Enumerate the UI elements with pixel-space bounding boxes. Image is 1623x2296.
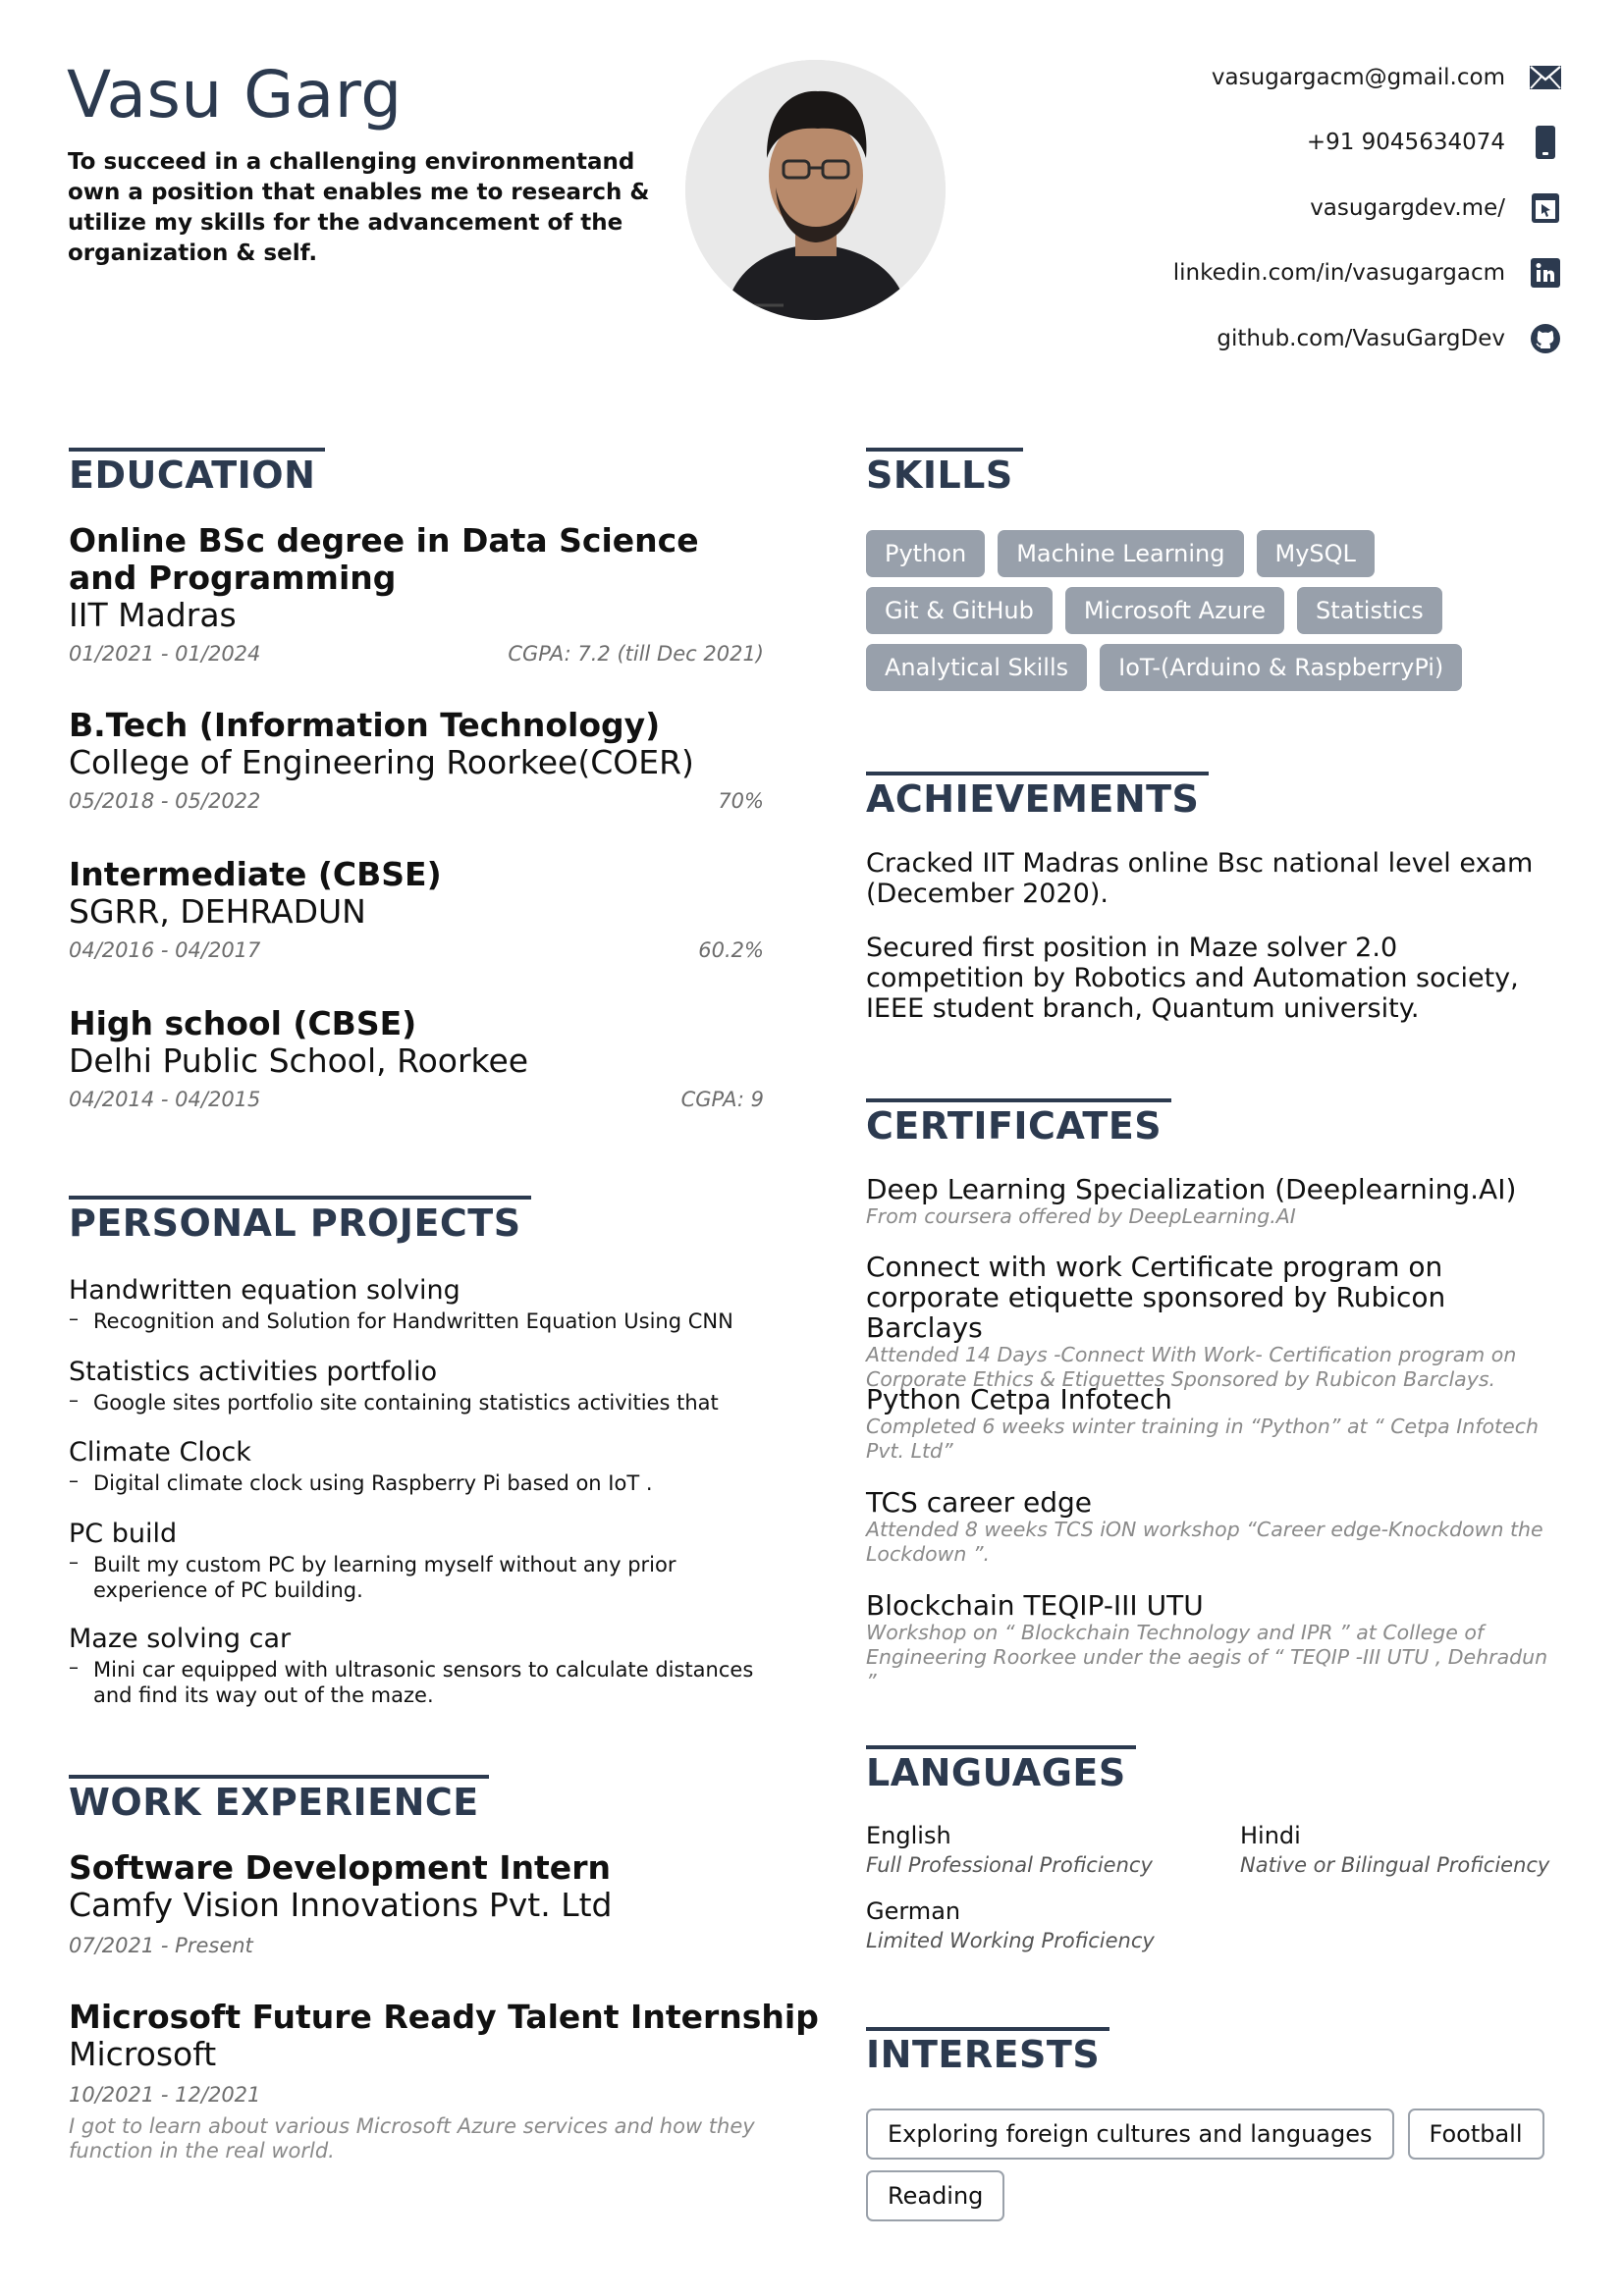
work-role: Microsoft Future Ready Talent Internship xyxy=(69,1998,819,2036)
phone-text[interactable]: +91 9045634074 xyxy=(1306,130,1505,155)
skills-list xyxy=(866,530,1573,701)
education-heading: EDUCATION xyxy=(69,448,325,496)
project-description: – Recognition and Solution for Handwritten Equation Using CNN xyxy=(69,1308,776,1334)
project-title: Statistics activities portfolio xyxy=(69,1357,438,1387)
school-name: Delhi Public School, Roorkee xyxy=(69,1041,529,1080)
achievement-item: Cracked IIT Madras online Bsc national level exam (December 2020). xyxy=(866,848,1534,909)
skill-tag: Microsoft Azure xyxy=(1065,587,1284,634)
work-role: Software Development Intern xyxy=(69,1848,611,1887)
achievements-heading: ACHIEVEMENTS xyxy=(866,772,1209,820)
education-score: 70% xyxy=(718,789,764,813)
projects-heading: PERSONAL PROJECTS xyxy=(69,1196,531,1244)
github-icon xyxy=(1529,322,1562,355)
project-title: Handwritten equation solving xyxy=(69,1275,460,1306)
project-description: – Mini car equipped with ultrasonic sensors to calculate distances and find its way out of the maze. xyxy=(69,1657,776,1708)
work-organization: Microsoft xyxy=(69,2035,217,2073)
education-item xyxy=(69,856,764,962)
interest-tag: Exploring foreign cultures and languages xyxy=(866,2109,1394,2160)
candidate-name: Vasu Garg xyxy=(67,57,403,133)
skill-tag: IoT-(Arduino & RaspberryPi) xyxy=(1100,644,1462,691)
education-dates: 04/2016 - 04/2017 xyxy=(69,938,261,962)
certificate-item xyxy=(866,1174,1563,1229)
languages-heading: LANGUAGES xyxy=(866,1745,1136,1793)
contact-website[interactable] xyxy=(1173,191,1562,224)
education-meta xyxy=(69,789,764,813)
work-organization: Camfy Vision Innovations Pvt. Ltd xyxy=(69,1886,613,1924)
project-item xyxy=(69,1436,776,1496)
certificate-title: Blockchain TEQIP-III UTU xyxy=(866,1589,1204,1622)
project-item xyxy=(69,1274,776,1334)
education-item xyxy=(69,1005,764,1111)
skill-tag: Statistics xyxy=(1297,587,1442,634)
linkedin-text[interactable]: linkedin.com/in/vasugargacm xyxy=(1172,260,1505,286)
work-description: I got to learn about various Microsoft Azure services and how they function in the real world. xyxy=(69,2114,755,2163)
interest-tag: Football xyxy=(1408,2109,1544,2160)
contact-github[interactable] xyxy=(1173,322,1562,354)
email-text[interactable]: vasugargacm@gmail.com xyxy=(1211,64,1505,90)
certificate-description: Attended 14 Days -Connect With Work- Certification program on Corporate Ethics & Etiquettes Sponsored by Rubicon Barclays. xyxy=(866,1343,1517,1391)
skill-tag: Git & GitHub xyxy=(866,587,1053,634)
contact-email[interactable] xyxy=(1173,61,1562,93)
language-name: German xyxy=(866,1897,961,1925)
career-objective: To succeed in a challenging environmentand own a position that enables me to research & utilize my skills for the advancement of the organization & self. xyxy=(68,149,650,266)
skills-heading: SKILLS xyxy=(866,448,1023,496)
certificate-item xyxy=(866,1487,1563,1567)
education-meta xyxy=(69,1088,764,1111)
education-score: 60.2% xyxy=(698,938,764,962)
certificates-heading: CERTIFICATES xyxy=(866,1098,1171,1147)
achievement-item: Secured first position in Maze solver 2.0 competition by Robotics and Automation society, IEEE student branch, Quantum university. xyxy=(866,933,1519,1024)
language-name: Hindi xyxy=(1240,1822,1301,1849)
project-description: – Google sites portfolio site containing statistics activities that xyxy=(69,1390,776,1415)
degree-title: Online BSc degree in Data Science and Programming xyxy=(69,521,699,597)
linkedin-icon xyxy=(1529,256,1562,290)
contact-list xyxy=(1173,61,1562,388)
project-description: – Built my custom PC by learning myself without any prior experience of PC building. xyxy=(69,1552,776,1603)
certificate-item xyxy=(866,1384,1563,1464)
certificate-title: Deep Learning Specialization (Deeplearning.AI) xyxy=(866,1173,1517,1205)
language-level: Native or Bilingual Proficiency xyxy=(1240,1853,1550,1877)
degree-title: High school (CBSE) xyxy=(69,1004,417,1042)
certificate-title: TCS career edge xyxy=(866,1486,1093,1519)
work-item xyxy=(69,1998,819,2163)
project-title: Maze solving car xyxy=(69,1624,292,1654)
work-item xyxy=(69,1849,776,1957)
school-name: College of Engineering Roorkee(COER) xyxy=(69,743,694,781)
project-item xyxy=(69,1356,776,1415)
degree-title: Intermediate (CBSE) xyxy=(69,855,442,893)
certificate-title: Python Cetpa Infotech xyxy=(866,1383,1172,1415)
education-dates: 05/2018 - 05/2022 xyxy=(69,789,261,813)
github-text[interactable]: github.com/VasuGargDev xyxy=(1217,325,1505,351)
profile-photo xyxy=(685,60,946,320)
certificate-description: Attended 8 weeks TCS iON workshop “Career edge-Knockdown the Lockdown ”. xyxy=(866,1518,1543,1566)
degree-title: B.Tech (Information Technology) xyxy=(69,706,661,744)
education-meta xyxy=(69,938,764,962)
language-item xyxy=(866,1896,1155,1955)
interests-list xyxy=(866,2109,1573,2232)
website-icon xyxy=(1529,191,1562,225)
education-dates: 04/2014 - 04/2015 xyxy=(69,1088,261,1111)
education-item xyxy=(69,522,764,666)
language-item xyxy=(866,1821,1153,1880)
phone-icon xyxy=(1529,126,1562,159)
certificate-item xyxy=(866,1252,1563,1392)
skill-tag: MySQL xyxy=(1257,530,1375,577)
project-item xyxy=(69,1518,776,1603)
project-description: – Digital climate clock using Raspberry Pi based on IoT . xyxy=(69,1470,776,1496)
skill-tag: Machine Learning xyxy=(998,530,1243,577)
certificate-title: Connect with work Certificate program on corporate etiquette sponsored by Rubicon Barclays xyxy=(866,1251,1446,1344)
school-name: IIT Madras xyxy=(69,596,237,634)
certificate-description: Workshop on “ Blockchain Technology and IPR ” at College of Engineering Roorkee under the aegis of “ TEQIP -III UTU , Dehradun ” xyxy=(866,1621,1548,1693)
language-level: Full Professional Proficiency xyxy=(866,1853,1153,1877)
work-heading: WORK EXPERIENCE xyxy=(69,1775,489,1823)
school-name: SGRR, DEHRADUN xyxy=(69,892,366,931)
language-item xyxy=(1240,1821,1549,1880)
interest-tag: Reading xyxy=(866,2170,1004,2221)
envelope-icon xyxy=(1529,61,1562,94)
work-dates: 07/2021 - Present xyxy=(69,1934,253,1957)
education-meta xyxy=(69,642,764,666)
project-item xyxy=(69,1623,776,1708)
education-score: CGPA: 9 xyxy=(680,1088,764,1111)
certificate-description: Completed 6 weeks winter training in “Python” at “ Cetpa Infotech Pvt. Ltd” xyxy=(866,1415,1539,1463)
project-title: Climate Clock xyxy=(69,1437,251,1468)
contact-phone[interactable] xyxy=(1173,127,1562,159)
certificate-item xyxy=(866,1590,1563,1694)
skill-tag: Analytical Skills xyxy=(866,644,1087,691)
skill-tag: Python xyxy=(866,530,985,577)
education-item xyxy=(69,707,764,813)
project-title: PC build xyxy=(69,1519,178,1549)
certificate-description: From coursera offered by DeepLearning.AI xyxy=(866,1204,1296,1228)
language-name: English xyxy=(866,1822,951,1849)
work-dates: 10/2021 - 12/2021 xyxy=(69,2083,261,2107)
language-level: Limited Working Proficiency xyxy=(866,1929,1155,1952)
education-dates: 01/2021 - 01/2024 xyxy=(69,642,261,666)
website-text[interactable]: vasugargdev.me/ xyxy=(1310,194,1505,221)
contact-linkedin[interactable] xyxy=(1173,257,1562,290)
interests-heading: INTERESTS xyxy=(866,2027,1109,2075)
education-score: CGPA: 7.2 (till Dec 2021) xyxy=(508,642,764,666)
